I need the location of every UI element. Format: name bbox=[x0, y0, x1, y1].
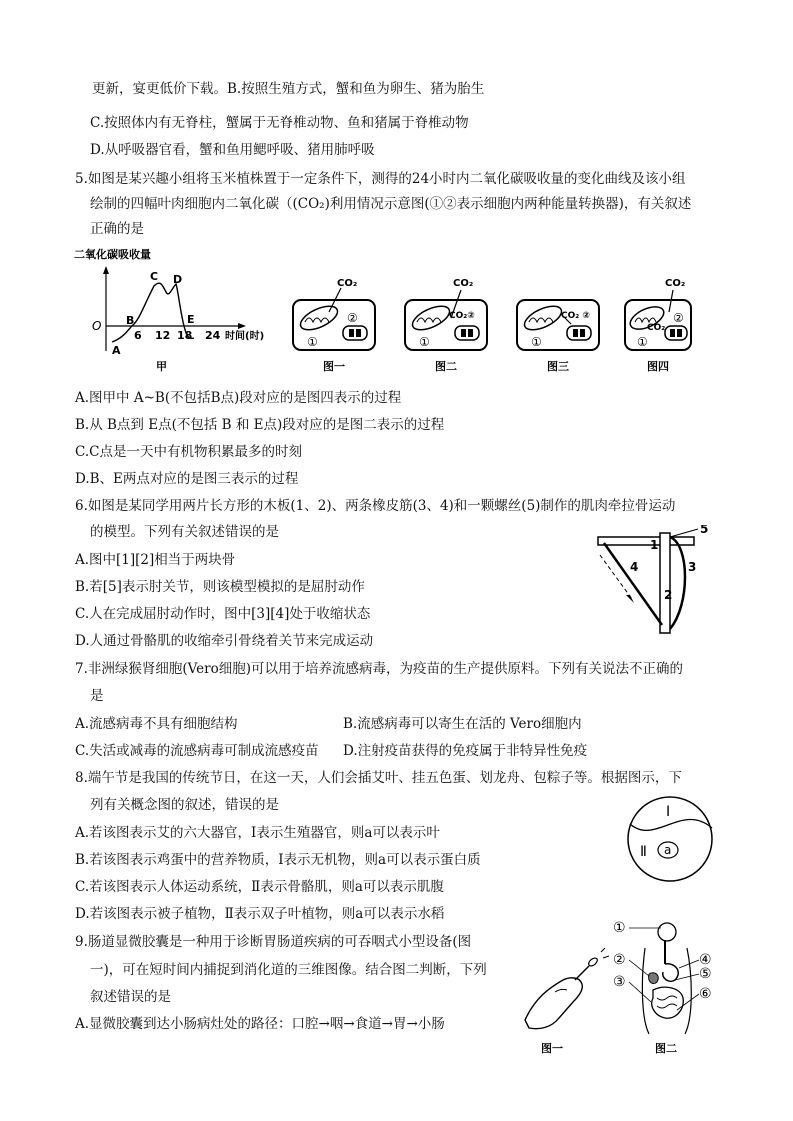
svg-text:图三: 图三 bbox=[547, 360, 569, 373]
text-line: 正确的是 bbox=[90, 221, 144, 237]
text-line: A.流感病毒不具有细胞结构 bbox=[75, 716, 238, 732]
origin-label: O bbox=[92, 319, 102, 333]
svg-text:图一: 图一 bbox=[541, 1042, 563, 1055]
svg-text:3: 3 bbox=[688, 560, 697, 574]
point-B: B bbox=[126, 314, 135, 327]
svg-text:①: ① bbox=[613, 920, 626, 936]
text-line: B.流感病毒可以寄生在活的 Vero细胞内 bbox=[343, 716, 582, 732]
text-line: 是 bbox=[90, 688, 104, 704]
text-line: A.显微胶囊到达小肠病灶处的路径：口腔→咽→食道→胃→小肠 bbox=[75, 1016, 445, 1032]
cell-fig4 bbox=[625, 278, 691, 373]
text-line: A.若该图表示艾的六大器官，Ⅰ表示生殖器官，则a可以表示叶 bbox=[75, 825, 440, 841]
text-line: 更新，宴更低价下载。B.按照生殖方式，蟹和鱼为卵生、猪为胎生 bbox=[92, 81, 485, 97]
cell-fig1 bbox=[293, 278, 375, 373]
svg-text:CO₂ ②: CO₂ ② bbox=[561, 311, 590, 321]
svg-text:CO₂: CO₂ bbox=[665, 278, 686, 289]
q5-curve-chart bbox=[74, 246, 274, 376]
text-line: D.注射疫苗获得的免疫属于非特异性免疫 bbox=[343, 743, 588, 759]
text-line: C.人在完成屈肘动作时，图中[3][4]处于收缩状态 bbox=[75, 606, 371, 622]
text-line: B.若该图表示鸡蛋中的营养物质，Ⅰ表示无机物，则a可以表示蛋白质 bbox=[75, 852, 481, 868]
text-line: D.人通过骨骼肌的收缩牵引骨绕着关节来完成运动 bbox=[75, 633, 374, 649]
cell-fig3 bbox=[517, 300, 599, 373]
text-line: A.图甲中 A~B(不包括B点)段对应的是图四表示的过程 bbox=[75, 390, 402, 406]
point-C: C bbox=[150, 270, 159, 283]
svg-text:4: 4 bbox=[630, 560, 639, 574]
svg-text:②: ② bbox=[347, 311, 358, 325]
point-A: A bbox=[112, 344, 121, 357]
svg-text:⑤: ⑤ bbox=[699, 966, 712, 982]
svg-text:a: a bbox=[664, 843, 672, 857]
q6-muscle-model bbox=[590, 525, 720, 635]
text-line: 8.端午节是我国的传统节日，在这一天，人们会插艾叶、挂五色蛋、划龙舟、包粽子等。根据图示，下 bbox=[75, 770, 682, 786]
svg-text:Ⅱ: Ⅱ bbox=[640, 844, 647, 860]
q8-concept-diagram bbox=[620, 794, 720, 884]
q5-cell-diagrams bbox=[285, 272, 695, 376]
tick-12: 12 bbox=[155, 329, 171, 342]
svg-text:图四: 图四 bbox=[647, 360, 669, 373]
svg-text:图一: 图一 bbox=[323, 360, 345, 373]
text-line: C.C点是一天中有机物积累最多的时刻 bbox=[75, 444, 302, 460]
chart-ylabel: 二氧化碳吸收量 bbox=[74, 248, 151, 261]
caption-jia: 甲 bbox=[156, 360, 167, 373]
text-line: 9.肠道显微胶囊是一种用于诊断胃肠道疾病的可吞咽式小型设备(图 bbox=[75, 934, 472, 950]
text-line: 绘制的四幅叶肉细胞内二氧化碳（(CO₂)利用情况示意图(①②表示细胞内两种能量转换器)，有关叙述 bbox=[90, 196, 692, 212]
svg-text:⑥: ⑥ bbox=[699, 986, 712, 1002]
tick-24: 24 bbox=[205, 329, 221, 342]
text-line: 6.如图是某同学用两片长方形的木板(1、2)、两条橡皮筋(3、4)和一颗螺丝(5)制作的肌肉牵拉骨运动 bbox=[75, 498, 676, 514]
text-line: C.若该图表示人体运动系统，Ⅱ表示骨骼肌，则a可以表示肌腹 bbox=[75, 879, 444, 895]
text-line: 叙述错误的是 bbox=[90, 989, 171, 1005]
svg-text:①: ① bbox=[307, 335, 318, 349]
svg-text:CO₂: CO₂ bbox=[453, 278, 474, 289]
svg-text:③: ③ bbox=[613, 974, 626, 990]
svg-text:2: 2 bbox=[664, 588, 673, 602]
text-line: A.图中[1][2]相当于两块骨 bbox=[75, 552, 236, 568]
text-line: B.若[5]表示肘关节，则该模型模拟的是屈肘动作 bbox=[75, 579, 365, 595]
text-line: D.B、E两点对应的是图三表示的过程 bbox=[75, 471, 299, 487]
svg-text:CO₂: CO₂ bbox=[337, 278, 358, 289]
svg-text:图二: 图二 bbox=[435, 360, 457, 373]
point-D: D bbox=[173, 273, 183, 286]
text-line: 7.非洲绿猴肾细胞(Vero细胞)可以用于培养流感病毒，为疫苗的生产提供原料。下列有关说法不正确的 bbox=[75, 661, 683, 677]
svg-text:1: 1 bbox=[650, 538, 659, 552]
text-line: 5.如图是某兴趣小组将玉米植株置于一定条件下，测得的24小时内二氧化碳吸收量的变化曲线及该小组 bbox=[75, 171, 686, 187]
text-line: D.从呼吸器官看，蟹和鱼用鳃呼吸、猪用肺呼吸 bbox=[90, 142, 375, 158]
text-line: 的模型。下列有关叙述错误的是 bbox=[90, 524, 279, 540]
tick-6: 6 bbox=[134, 329, 142, 342]
tick-18: 18 bbox=[177, 329, 193, 342]
text-line: B.从 B点到 E点(不包括 B 和 E点)段对应的是图二表示的过程 bbox=[75, 417, 445, 433]
point-E: E bbox=[187, 313, 195, 326]
svg-text:5: 5 bbox=[700, 525, 709, 536]
q9-figures bbox=[515, 918, 725, 1058]
text-line: 一)，可在短时间内捕捉到消化道的三维图像。结合图二判断，下列 bbox=[90, 962, 487, 978]
svg-text:②: ② bbox=[613, 952, 626, 968]
text-line: C.失活或减毒的流感病毒可制成流感疫苗 bbox=[75, 743, 319, 759]
svg-text:④: ④ bbox=[699, 952, 712, 968]
svg-text:①: ① bbox=[637, 335, 648, 349]
svg-text:①: ① bbox=[419, 335, 430, 349]
text-line: 列有关概念图的叙述，错误的是 bbox=[90, 797, 279, 813]
svg-text:①: ① bbox=[531, 335, 542, 349]
text-line: C.按照体内有无脊柱，蟹属于无脊椎动物、鱼和猪属于脊椎动物 bbox=[90, 115, 469, 131]
svg-text:CO₂: CO₂ bbox=[647, 323, 666, 333]
text-line: D.若该图表示被子植物，Ⅱ表示双子叶植物，则a可以表示水稻 bbox=[75, 906, 445, 922]
svg-text:Ⅰ: Ⅰ bbox=[666, 804, 671, 820]
svg-text:②: ② bbox=[673, 311, 684, 325]
cell-fig2 bbox=[405, 278, 487, 373]
svg-text:CO₂②: CO₂② bbox=[449, 311, 475, 321]
svg-text:图二: 图二 bbox=[655, 1042, 677, 1055]
xaxis-label: 时间(时) bbox=[225, 331, 265, 342]
